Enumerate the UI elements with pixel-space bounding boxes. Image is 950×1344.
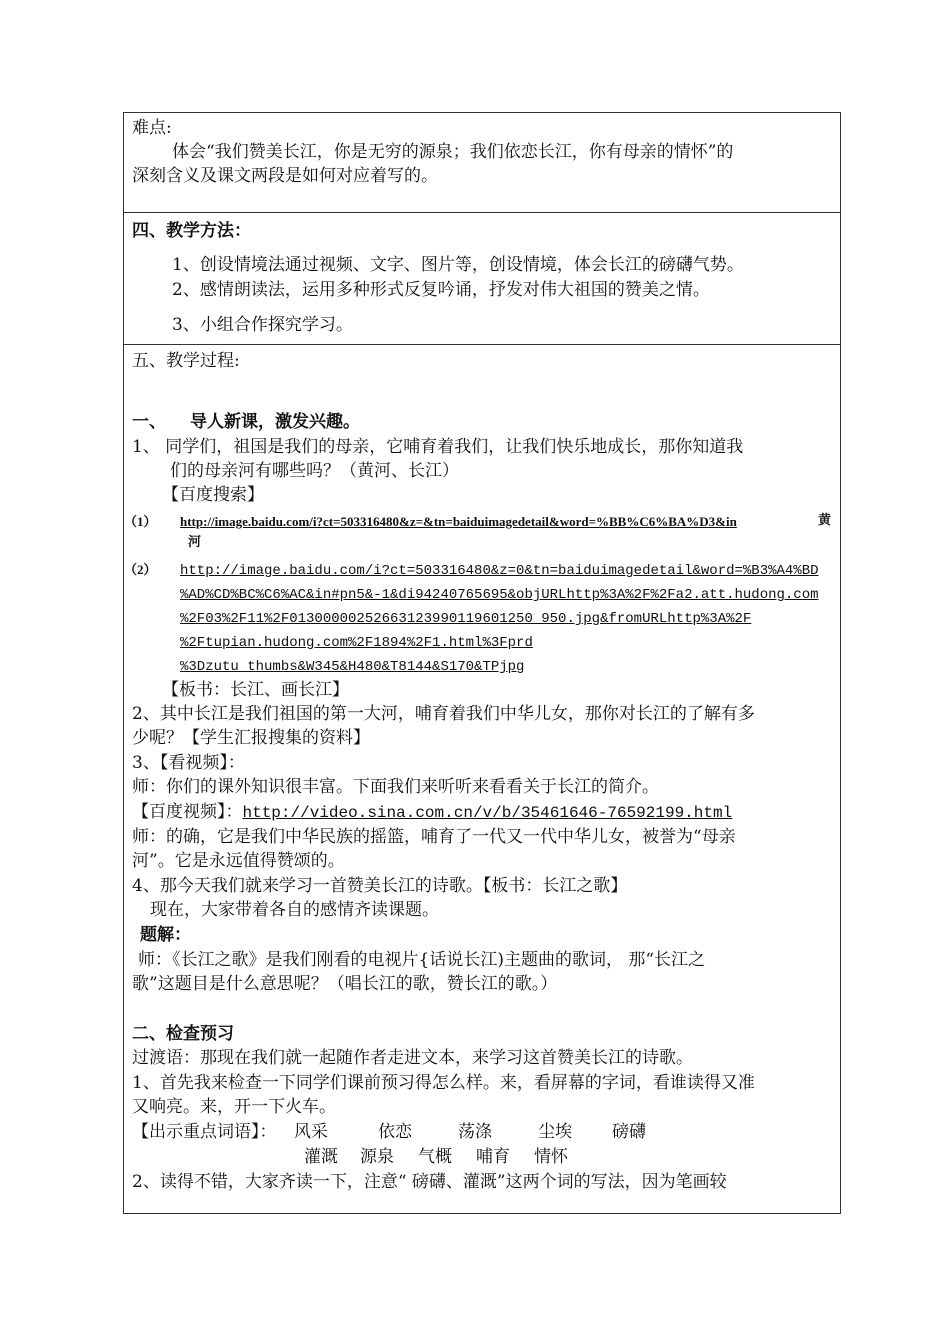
video-url[interactable]: http://video.sina.com.cn/v/b/35461646-76592199.html [242, 804, 733, 822]
method-item-2: 2、感情朗读法，运用多种形式反复吟诵，抒发对伟大祖国的赞美之情。 [172, 280, 710, 300]
section1-title: 导人新课，激发兴趣。 [190, 412, 360, 432]
video-label: 【百度视频】： [132, 802, 243, 822]
baidu-search-label: 【百度搜索】 [162, 485, 264, 505]
keywords-label: 【出示重点词语】： [132, 1122, 277, 1142]
section2-title: 二、检查预习 [132, 1024, 234, 1044]
keyword-4: 尘埃 [538, 1122, 572, 1142]
s2-p1-line1: 1、首先我来检查一下同学们课前预习得怎么样。来，看屏幕的字词，看谁读得又准 [132, 1073, 755, 1093]
p2-line2: 少呢？【学生汇报搜集的资料】 [132, 728, 370, 748]
link1-url[interactable]: http://image.baidu.com/i?ct=503316480&z=&tn=baiduimagedetail&word=%BB%C6%BA%D3&in [180, 514, 737, 529]
link2-block [124, 557, 819, 679]
topic-line1: 师：《长江之歌》是我们刚看的电视片{话说长江)主题曲的歌词， 那“长江之 [138, 950, 706, 970]
p1-line2: 们的母亲河有哪些吗？（黄河、长江） [170, 461, 459, 481]
methods-cell [124, 213, 840, 345]
keyword-1: 风采 [294, 1122, 328, 1142]
link1-row [124, 509, 737, 531]
p1-line1: 1、 同学们，祖国是我们的母亲，它哺育着我们，让我们快乐地成长，那你知道我 [132, 437, 744, 457]
p3-line2: 师：的确，它是我们中华民族的摇篮，哺育了一代又一代中华儿女，被誉为“母亲 [132, 827, 736, 847]
link1-suffix2: 河 [188, 535, 202, 550]
keyword-9: 哺育 [476, 1147, 510, 1167]
lesson-table [123, 112, 841, 1214]
keyword-3: 荡涤 [458, 1122, 492, 1142]
keyword-5: 磅礴 [612, 1122, 646, 1142]
link2-url-line5[interactable]: %3Dzutu_thumbs&W345&H480&T8144&S170&TPjpg [180, 659, 525, 675]
process-heading: 五、教学过程: [132, 351, 240, 371]
p4-line1: 4、那今天我们就来学习一首赞美长江的诗歌。【板书：长江之歌】 [132, 876, 628, 896]
process-cell [124, 345, 840, 1213]
board-note-1: 【板书：长江、画长江】 [162, 680, 349, 700]
keyword-7: 源泉 [360, 1147, 394, 1167]
topic-line2: 歌”这题目是什么意思呢？（唱长江的歌，赞长江的歌。） [132, 974, 558, 994]
p3-teacher: 师：你们的课外知识很丰富。下面我们来听听来看看关于长江的简介。 [132, 777, 659, 797]
p3-line3: 河”。它是永远值得赞颂的。 [132, 851, 345, 871]
keyword-8: 气概 [418, 1147, 452, 1167]
s2-p1-line2: 又响亮。来，开一下火车。 [132, 1097, 336, 1117]
topic-label: 题解： [140, 925, 191, 945]
difficulty-text-line1: 体会“我们赞美长江，你是无穷的源泉；我们依恋长江，你有母亲的情怀”的 [172, 142, 734, 162]
p4-line2: 现在，大家带着各自的感情齐读课题。 [150, 900, 439, 920]
link2-url-line2[interactable]: %AD%CD%BC%C6%AC&in#pn5&-1&di94240765695&objURLhttp%3A%2F%2Fa2.att.hudong.com [180, 587, 819, 603]
link1-number: （1） [124, 514, 157, 529]
link1-suffix: 黄 [818, 513, 832, 528]
link2-url-line4[interactable]: %2Ftupian.hudong.com%2F1894%2F1.html%3Fprd [180, 635, 533, 651]
link2-url-line1[interactable]: http://image.baidu.com/i?ct=503316480&z=0&tn=baiduimagedetail&word=%B3%A4%BD [180, 563, 819, 579]
video-row [132, 800, 732, 825]
method-item-1: 1、创设情境法通过视频、文字、图片等，创设情境，体会长江的磅礴气势。 [172, 255, 744, 275]
transition-text: 过渡语：那现在我们就一起随作者走进文本，来学习这首赞美长江的诗歌。 [132, 1048, 693, 1068]
keyword-6: 灌溉 [304, 1147, 338, 1167]
p2-line1: 2、其中长江是我们祖国的第一大河，哺育着我们中华儿女，那你对长江的了解有多 [132, 704, 755, 724]
keyword-10: 情怀 [534, 1147, 568, 1167]
link2-url-line3[interactable]: %2F03%2F11%2F01300000252663123990119601250_950.jpg&fromURLhttp%3A%2F [180, 611, 752, 627]
difficulty-heading: 难点: [132, 118, 172, 138]
difficulty-text-line2: 深刻含义及课文两段是如何对应着写的。 [132, 166, 438, 186]
p3-heading: 3、【看视频】： [132, 753, 245, 773]
method-item-3: 3、小组合作探究学习。 [172, 315, 353, 335]
keyword-2: 依恋 [378, 1122, 412, 1142]
section1-number: 一、 [132, 412, 166, 432]
s2-p2-line: 2、读得不错，大家齐读一下，注意“ 磅礴、灌溉”这两个词的写法，因为笔画较 [132, 1172, 727, 1192]
methods-heading: 四、教学方法： [132, 221, 251, 241]
difficulty-cell [124, 113, 840, 213]
link2-number: （2） [124, 562, 157, 577]
